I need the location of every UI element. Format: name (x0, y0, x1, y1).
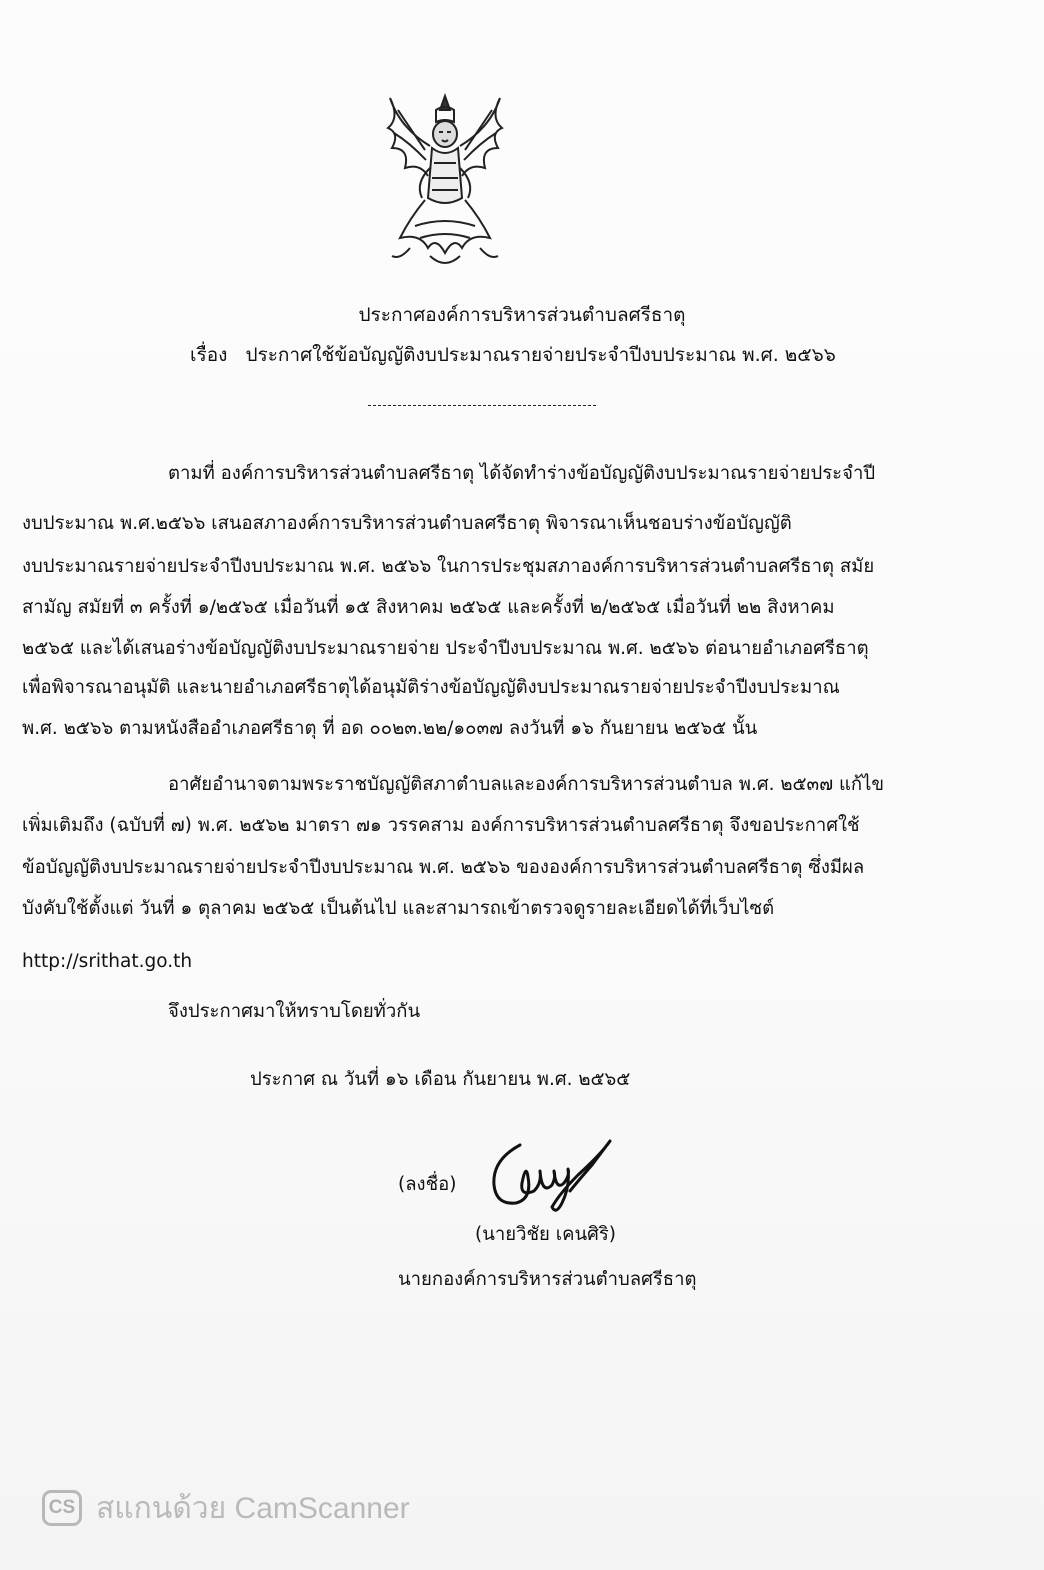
document-title: ประกาศองค์การบริหารส่วนตำบลศรีธาตุ (358, 304, 686, 326)
document-subject (190, 340, 836, 370)
paragraph-1-line: งบประมาณ พ.ศ.๒๕๖๖ เสนอสภาองค์การบริหารส่วนตำบลศรีธาตุ พิจารณาเห็นชอบร่างข้อบัญญัติ (22, 513, 792, 534)
paragraph-1-line: ตามที่ องค์การบริหารส่วนตำบลศรีธาตุ ได้จัดทำร่างข้อบัญญัติงบประมาณรายจ่ายประจำปี (168, 463, 876, 484)
subject-text: ประกาศใช้ข้อบัญญัติงบประมาณรายจ่ายประจำปีงบประมาณ พ.ศ. ๒๕๖๖ (245, 344, 836, 366)
announcement-date: ประกาศ ณ วันที่ ๑๖ เดือน กันยายน พ.ศ. ๒๕๖๕ (250, 1069, 631, 1090)
paragraph-1-line: ๒๕๖๕ และได้เสนอร่างข้อบัญญัติงบประมาณรายจ่าย ประจำปีงบประมาณ พ.ศ. ๒๕๖๖ ต่อนายอำเภอศรีธาตุ (22, 638, 869, 659)
camscanner-watermark (42, 1488, 410, 1528)
paragraph-1-line: พ.ศ. ๒๕๖๖ ตามหนังสืออำเภอศรีธาตุ ที่ อด ๐๐๒๓.๒๒/๑๐๓๗ ลงวันที่ ๑๖ กันยายน ๒๕๖๕ นั้น (22, 718, 758, 739)
paragraph-2-line: ข้อบัญญัติงบประมาณรายจ่ายประจำปีงบประมาณ พ.ศ. ๒๕๖๖ ขององค์การบริหารส่วนตำบลศรีธาตุ ซึ่งมีผล (22, 857, 865, 878)
signer-position: นายกองค์การบริหารส่วนตำบลศรีธาตุ (398, 1269, 697, 1290)
paragraph-2-line: อาศัยอำนาจตามพระราชบัญญัติสภาตำบลและองค์การบริหารส่วนตำบล พ.ศ. ๒๕๓๗ แก้ไข (168, 774, 885, 795)
title-divider (368, 405, 596, 406)
paragraph-1-line: งบประมาณรายจ่ายประจำปีงบประมาณ พ.ศ. ๒๕๖๖ ในการประชุมสภาองค์การบริหารส่วนตำบลศรีธาตุ สมัย (22, 556, 875, 577)
signature-label: (ลงชื่อ) (398, 1174, 457, 1195)
subject-label: เรื่อง (190, 344, 228, 366)
handwritten-signature (482, 1125, 622, 1220)
signer-name: (นายวิชัย เคนศิริ) (475, 1224, 616, 1245)
paragraph-1-line: เพื่อพิจารณาอนุมัติ และนายอำเภอศรีธาตุได้อนุมัติร่างข้อบัญญัติงบประมาณรายจ่ายประจำปีงบประมาณ (22, 677, 840, 698)
paragraph-2-line: บังคับใช้ตั้งแต่ วันที่ ๑ ตุลาคม ๒๕๖๕ เป็นต้นไป และสามารถเข้าตรวจดูรายละเอียดได้ที่เว็บไซต์ (22, 898, 775, 919)
paragraph-1-line: สามัญ สมัยที่ ๓ ครั้งที่ ๑/๒๕๖๕ เมื่อวันที่ ๑๕ สิงหาคม ๒๕๖๕ และครั้งที่ ๒/๒๕๖๕ เมื่อวันที่ ๒๒ สิงหาคม (22, 597, 835, 618)
camscanner-logo-icon: CS (42, 1490, 82, 1526)
paragraph-2-line: เพิ่มเติมถึง (ฉบับที่ ๗) พ.ศ. ๒๕๖๒ มาตรา ๗๑ วรรคสาม องค์การบริหารส่วนตำบลศรีธาตุ จึงขอประกาศใช้ (22, 815, 860, 836)
garuda-emblem-icon (370, 88, 520, 273)
closing-line: จึงประกาศมาให้ทราบโดยทั่วกัน (168, 1001, 421, 1022)
website-url: http://srithat.go.th (22, 951, 193, 972)
watermark-text: สแกนด้วย CamScanner (96, 1491, 410, 1525)
